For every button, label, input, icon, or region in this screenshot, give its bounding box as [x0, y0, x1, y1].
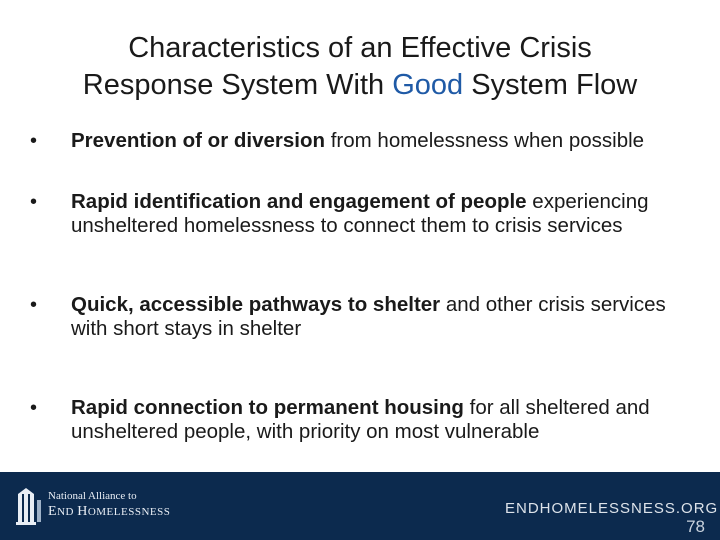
bullet-bold-text: Rapid identification and engagement of people — [71, 190, 527, 213]
org-name — [48, 490, 170, 521]
slide-title — [0, 30, 720, 104]
bullet-dot: • — [30, 191, 38, 213]
title-line-2-start: Response System With — [82, 69, 393, 101]
title-line-2-end: System Flow — [463, 69, 638, 101]
title-line-2 — [0, 67, 720, 104]
org-name-cap-e: E — [48, 504, 58, 519]
bullet-bold-text: Quick, accessible pathways to shelter — [71, 293, 441, 316]
bullet-text: experiencing unsheltered homelessness to connect them to crisis services — [71, 190, 649, 237]
bullet-dot: • — [30, 294, 38, 316]
org-name-cap-h: H — [77, 504, 88, 519]
title-highlight-word: Good — [392, 69, 464, 101]
website-url: ENDHOMELESSNESS.ORG — [505, 500, 719, 517]
bullet-item — [30, 293, 690, 341]
org-name-part-2: OMELESSNESS — [87, 506, 171, 518]
bullet-dot: • — [30, 397, 38, 419]
bullet-bold-text: Rapid connection to permanent housing — [71, 396, 464, 419]
bullet-bold-text: Prevention of or diversion — [71, 129, 326, 152]
org-name-line-2 — [48, 503, 170, 521]
bullet-text: from homelessness when possible — [325, 129, 645, 152]
footer-bar — [0, 472, 720, 540]
bullet-text: for all sheltered and unsheltered people, with priority on most vulnerable — [71, 396, 650, 443]
slide-number: 78 — [686, 517, 705, 536]
org-name-line-1: National Alliance to — [48, 490, 137, 502]
bullet-dot: • — [30, 130, 38, 152]
bullet-text: and other crisis services with short stays in shelter — [71, 293, 666, 340]
bullet-item — [30, 129, 690, 153]
bullet-list — [30, 125, 690, 444]
bullet-item — [30, 190, 690, 238]
org-name-part-1: ND — [57, 506, 78, 518]
bullet-item — [30, 396, 690, 444]
alliance-logo-icon — [14, 486, 44, 526]
title-line-1: Characteristics of an Effective Crisis — [128, 32, 592, 64]
